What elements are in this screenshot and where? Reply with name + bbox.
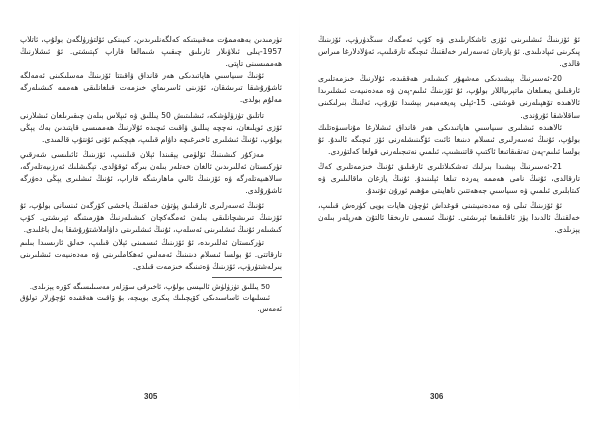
right-paragraph: ئالاھىدە ئىشلىرى سىياسىي ھاياتىدىكى ھەر قانداق ئىشلارغا مۇناسىۋەتلىك بولۇپ، ئۇنىڭ ئەسەرلىرى ئىسلام دىنىغا ئائىت ئۆگىنىشلەرنى ئۆز ئىچىگە ئالىدۇ. ئۇ بولسا ئىلىم-پەن تەتقىقاتىغا ئاكتىپ قاتنىشىپ، ئىلمىي نەتىجىلەرنى قولغا كەلتۈردى. (318, 122, 580, 156)
left-footnote: 50 يىللىق تۈزۈلۈش ئالىيسى بولۇپ، ئاخىرقى سۆزلەر مەسىلىسىگە كۆرە يېزىلدى. (29, 281, 270, 291)
right-paragraph: 21-ئەسىرنىڭ بېشىدا بىرلىك تەشكىلاتلىرى ئارقىلىق ئۇنىڭ خىزمەتلىرى كەڭ تارقالدى، ئۇنىڭ نامى ھەممە يەردە تىلغا ئېلىنىدۇ. ئۇنىڭ يازغان ماقالىلىرى ۋە كىتابلىرى ئىلمىي ۋە سىياسىي جەھەتتىن ناھايىتى مۇھىم ئورۇن تۇتىدۇ. (318, 161, 580, 196)
right-page-number: 306 (430, 392, 444, 401)
book-gutter (299, 10, 300, 414)
left-page-number: 305 (144, 392, 158, 401)
left-footnote: ئىسلىھات ئاساسىدىكى كۆپچىلىك پىكرى بويىچە، بۇ ۋاقىت ھەققىدە ئۇچۇرلار تولۇق ئەمەس. (20, 292, 282, 314)
footnote-divider (212, 277, 282, 278)
left-paragraph: مەزكۇر كىشىنىڭ ئۆلۈمى يېقىندا ئېلان قىلىنىپ، ئۆزىنىڭ ئائىلىسى شەرقىي تۈركىستان ئەللىرىدىن ئالغان خەتلەر بىلەن بىرگە ئوقۇلدى. تېگىشلىك ئەرزىيەتلەرگە، سالاھىيەتلەرگە ۋە ئۆزىنىڭ ئالىي ماھارىتىگە قاراپ، ئۇنىڭ ئىشلىرى يېڭى دەۋرگە ئاشۇرۇلدى. (20, 149, 282, 196)
left-paragraph: ئۇنىڭ ئەسەرلىرى ئارقىلىق پۈتۈن خەلقنىڭ ياخشى كۆرگەن ئىنسانى بولۇپ، ئۇ ئۆزىنىڭ تىرىشچانلىقى بىلەن ئەمگەكچان كىشىلەرنىڭ ھۆرمىتىگە ئېرىشتى. كۆپ كىشىلەر ئۇنىڭ ئىشلىرىنى ئەسلەپ، ئۇنىڭ ئىشلىرىنى داۋاملاشتۇرۇشقا بەل باغلىدى. (20, 201, 282, 235)
left-page-text (20, 34, 282, 384)
left-paragraph: تاتلىق تۈزۈلۈشكە، ئىشلىتىش 50 يىللىق ۋە ئىپلاس بىلەن چىقىرىلغان ئىشلارنى ئۆزى ئويلىغان، نەچچە يىللىق ۋاقىت ئىچىدە ئۇلارنىڭ ھەممىسى قايتىدىن بەك يېڭى بولۇپ، ئۇنىڭ ئىشلىرى ئاخىرغىچە داۋام قىلىپ، ھېچكىم ئۇنى ئۇنتۇپ قالمىدى. (20, 110, 282, 144)
left-paragraph: تۈركىستان ئەللىرىدە، ئۇ ئۆزىنىڭ ئىسمىنى ئېلان قىلىپ، خەلق ئارىسىدا بىلىم تارقاتتى. ئۇ بولسا ئىسلام دىنىنىڭ ئەمەلىي ئەھكاملىرىنى ۋە مەدەنىيەت ئىشلىرىنى بىرلەشتۈرۈپ، ئۆزىنىڭ ۋەتىنىگە خىزمەت قىلدى. (20, 237, 282, 271)
right-paragraph: ئۇ ئۆزىنىڭ تىلى ۋە مەدەنىيىتىنى قوغداش ئۈچۈن ھايات بويى كۈرەش قىلىپ، خەلقنىڭ ئالدىدا يۈز ئاقلىقىغا ئېرىشتى. ئۇنىڭ ئىسمى تارىخقا ئالتۇن ھەرپلەر بىلەن يېزىلدى. (318, 201, 580, 235)
right-paragraph: 20-ئەسىرنىڭ بېشىدىكى مەشھۇر كىشىلەر ھەققىدە، ئۇلارنىڭ خىزمەتلىرى ئارقىلىق يىغىلغان ماتېرىياللار بولۇپ، ئۇ ئۆزىنىڭ ئىلىم-پەن ۋە مەدەنىيەت ئىشلىرىدا ئالاھىدە تۆھپىلەرنى قوشتى. 15-ئېلى پەيغەمبەر بېشىدا تۇرۇپ، ئەلنىڭ بىرلىكىنى ساقلاشقا ئۇرۇندى. (318, 74, 580, 120)
right-page-text (318, 34, 580, 384)
right-paragraph: ئۇ ئۆزىنىڭ ئىشلىرىنى ئۆزى ئاشكارىلىدى ۋە كۆپ ئەمگەك سىڭدۈرۈپ، ئۆزىنىڭ پىكرىنى ئىپادىلىدى. ئۇ يازغان ئەسەرلەر خەلقنىڭ ئىچىگە تارقىلىپ، ئەۋلادلارغا مىراس قالدى. (318, 35, 580, 69)
left-paragraph: ئۇنىڭ سىياسىي ھاياتىدىكى ھەر قانداق ۋاقىتتا ئۆزىنىڭ مەسلىكىنى ئەمەلگە ئاشۇرۇشقا تىرىشقان، ئۆزىنى ئاسرىماي خىزمەت قىلغانلىقى ھەممە كىشىلەرگە مەلۇم بولدى. (20, 71, 282, 105)
left-paragraph: تۈرمىدىن بەھەممۇت مەقىيىتىكە كەلگەنلىرىدىن، كىيىنكى ئۆلتۈرۈلگەن بولۇپ، ئاتلاپ 1957-يىلى ئىلاۋىلار ئارىلىق چىقىپ شىمالغا قاراپ كېتىشتى. ئۇ ئىشلارنىڭ ھەممىسىنى تاپتى. (20, 35, 282, 69)
